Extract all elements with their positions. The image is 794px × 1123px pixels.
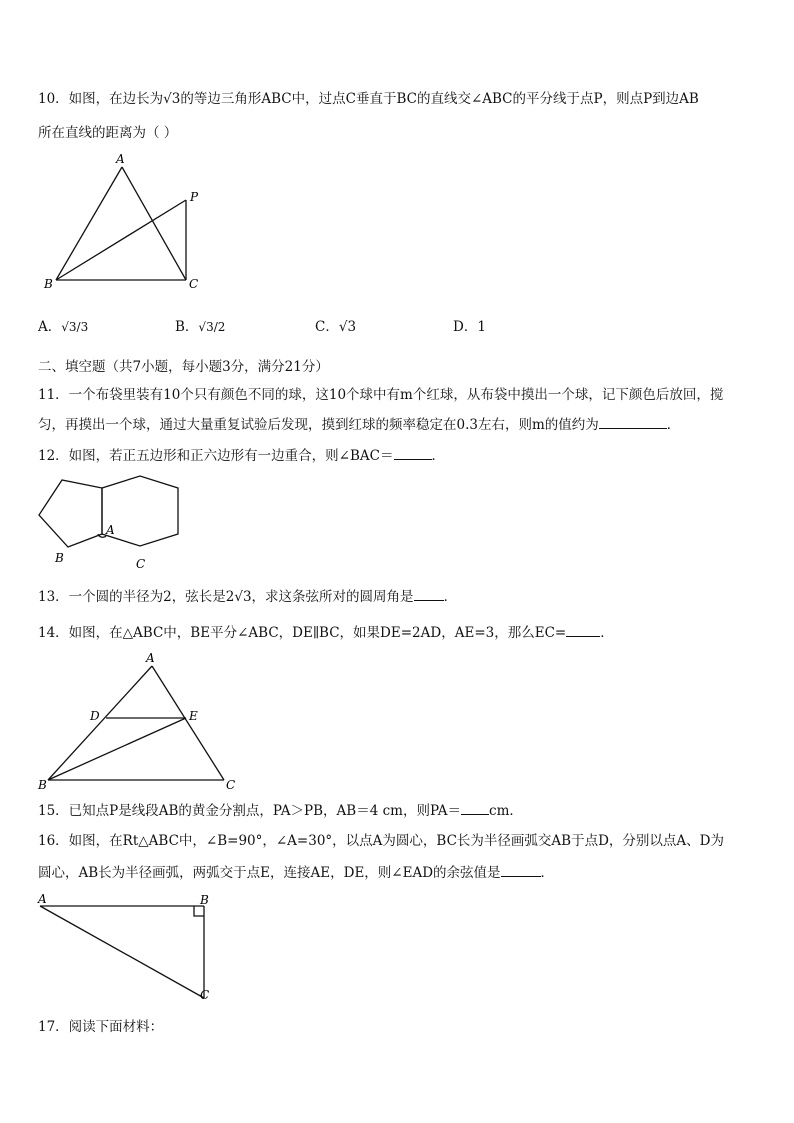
option-b-value: √3/2 [198, 320, 226, 334]
q14-tail: ． [600, 625, 614, 641]
q15-answer-blank [461, 802, 489, 815]
q16-label-b: B [200, 893, 209, 907]
q13-answer-blank [414, 588, 444, 601]
q10-label-b: B [44, 277, 53, 291]
q16-label-c: C [200, 988, 210, 1002]
q10-label-p: P [190, 190, 199, 204]
q12-line [38, 447, 445, 465]
q14-label-d: D [90, 709, 100, 723]
q12-label-a: A [106, 523, 115, 537]
right-angle-mark [194, 906, 204, 916]
option-b-label: B． [175, 319, 199, 335]
q14-label-e: E [189, 709, 198, 723]
q16-text: 圆心，AB长为半径画弧，两弧交于点E，连接AE，DE，则∠EAD的余弦值是 [38, 865, 501, 881]
q11-tail: ． [666, 417, 681, 433]
q16-label-a: A [38, 892, 47, 906]
q16-line1: 16．如图，在Rt△ABC中，∠B=90°，∠A=30°，以点A为圆心，BC长为半径画弧交AB于点D，分别以点A、D为 [38, 833, 724, 849]
q14-label-c: C [226, 778, 236, 792]
q12-figure [34, 474, 184, 574]
q10-option-b [175, 318, 225, 336]
q14-edge-ab [48, 666, 152, 780]
q14-line [38, 624, 614, 642]
q10-edge-ac [122, 167, 186, 280]
q12-text: 12．如图，若正五边形和正六边形有一边重合，则∠BAC＝ [38, 448, 394, 464]
q16-line2 [38, 864, 554, 882]
q11-line2 [38, 416, 680, 434]
q12-label-c: C [136, 557, 146, 571]
q14-edge-be [48, 718, 186, 780]
q17-line: 17．阅读下面材料： [38, 1019, 164, 1035]
q14-label-b: B [38, 778, 47, 792]
q14-text: 14．如图，在△ABC中，BE平分∠ABC，DE∥BC，如果DE=2AD，AE=3，那么EC= [38, 625, 567, 641]
q11-text: 匀，再摸出一个球，通过大量重复试验后发现，摸到红球的频率稳定在0.3左右，则m的值约为 [38, 417, 599, 433]
pentagon [39, 480, 102, 547]
q12-answer-blank [394, 447, 432, 460]
q10-figure [38, 150, 218, 295]
q12-label-b: B [55, 551, 64, 565]
option-d-label: D． [453, 319, 478, 335]
q16-answer-blank [501, 864, 541, 877]
q16-tail: ． [540, 865, 555, 881]
q14-figure [34, 648, 244, 793]
q12-tail: ． [431, 448, 445, 464]
q10-edge-ab [56, 167, 122, 280]
q14-edge-ac [152, 666, 224, 780]
q13-text: 13．一个圆的半径为2，弦长是2√3，求这条弦所对的圆周角是 [38, 589, 414, 605]
q15-line [38, 802, 523, 820]
q10-label-c: C [189, 277, 199, 291]
q13-tail: ． [443, 589, 458, 605]
q15-tail: cm． [489, 803, 523, 819]
option-a-label: A． [38, 319, 62, 335]
q14-label-a: A [146, 651, 155, 665]
q10-edge-bp [56, 200, 186, 280]
option-a-value: √3/3 [61, 320, 89, 334]
q10-option-c [315, 318, 356, 336]
q16-edge-ac [40, 906, 204, 998]
q10-label-a: A [116, 152, 125, 166]
q14-answer-blank [566, 624, 600, 637]
option-d-value: 1 [477, 319, 486, 335]
q10-option-a [38, 318, 88, 336]
option-c-value: √3 [338, 319, 357, 335]
option-c-label: C． [315, 319, 339, 335]
q10-line2: 所在直线的距离为（ ） [38, 125, 178, 141]
q15-text: 15．已知点P是线段AB的黄金分割点，PA＞PB，AB＝4 cm，则PA＝ [38, 803, 462, 819]
q13-line [38, 588, 457, 606]
q11-line1: 11．一个布袋里装有10个只有颜色不同的球，这10个球中有m个红球，从布袋中摸出一个球，记下颜色后放回，搅 [38, 387, 724, 403]
q10-option-d [453, 318, 486, 336]
q16-figure [34, 892, 224, 1004]
section-heading: 二、填空题（共7小题，每小题3分，满分21分） [38, 359, 329, 375]
q11-answer-blank [599, 416, 667, 429]
q10-line1: 10．如图，在边长为√3的等边三角形ABC中，过点C垂直于BC的直线交∠ABC的平分线于点P，则点P到边AB [38, 91, 699, 107]
